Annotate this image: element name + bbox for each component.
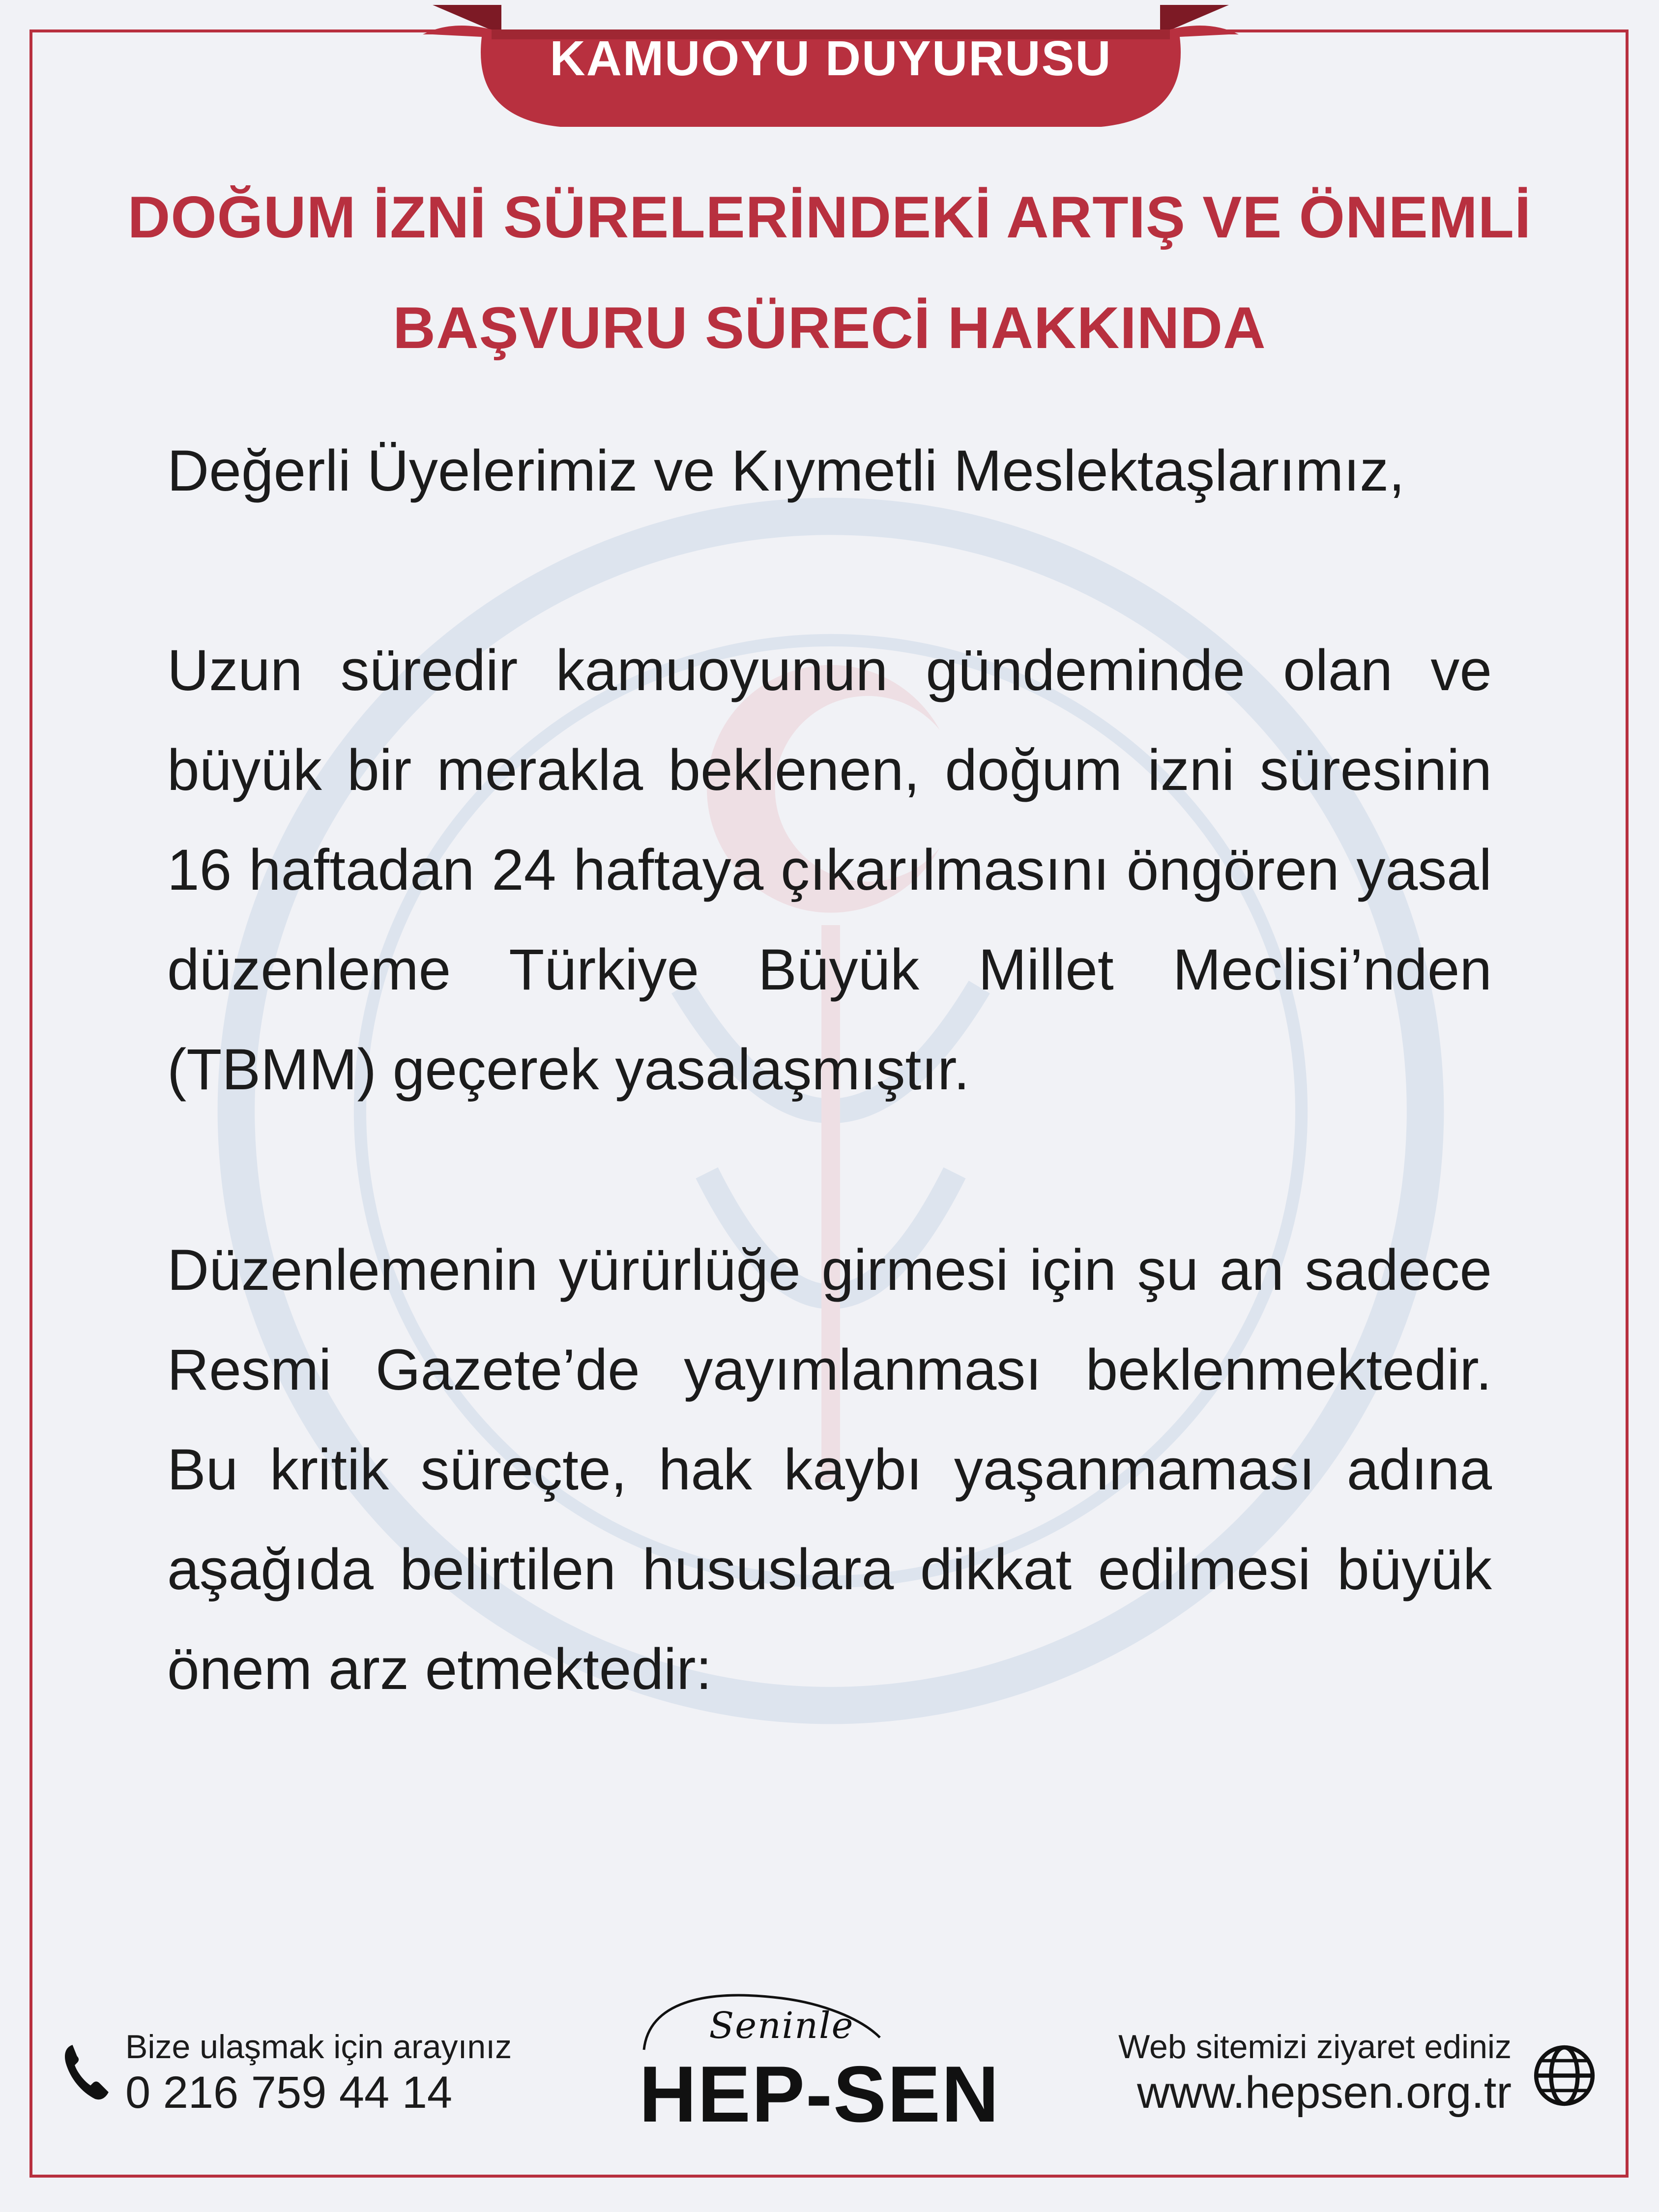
contact-phone: 0 216 759 44 14 [125, 2067, 453, 2118]
web-url[interactable]: www.hepsen.org.tr [1137, 2067, 1512, 2118]
contact-label: Bize ulaşmak için arayınız [125, 2028, 512, 2066]
paragraph-1: Uzun süredir kamuoyunun gündeminde olan ve büyük bir merakla beklenen, doğum izni süresinin 16 haftadan 24 haftaya çıkarılmasını öngören yasal düzenleme Türkiye Büyük Millet Meclisi’nden (TBMM) geçerek yasalaşmıştır. [167, 638, 1492, 1102]
phone-icon [59, 2040, 113, 2104]
announcement-label: KAMUOYU DUYURUSU [550, 31, 1112, 86]
web-label: Web sitemizi ziyaret ediniz [1118, 2028, 1512, 2066]
globe-icon [1531, 2042, 1598, 2109]
salutation: Değerli Üyelerimiz ve Kıymetli Meslektaşlarımız, [167, 438, 1405, 503]
paragraph-2: Düzenlemenin yürürlüğe girmesi için şu an sadece Resmi Gazete’de yayımlanması beklenmektedir. Bu kritik süreçte, hak kaybı yaşanmaması adına aşağıda belirtilen hususlara dikkat edilmesi büyük önem arz etmektedir: [167, 1238, 1492, 1702]
title-line-2: BAŞVURU SÜRECİ HAKKINDA [393, 295, 1266, 361]
title-line-1: DOĞUM İZNİ SÜRELERİNDEKİ ARTIŞ VE ÖNEMLİ [127, 184, 1532, 250]
page-title [98, 162, 1561, 383]
logo-tagline: Seninle [709, 2005, 854, 2047]
logo-wordmark: HEP-SEN [639, 2050, 1000, 2139]
